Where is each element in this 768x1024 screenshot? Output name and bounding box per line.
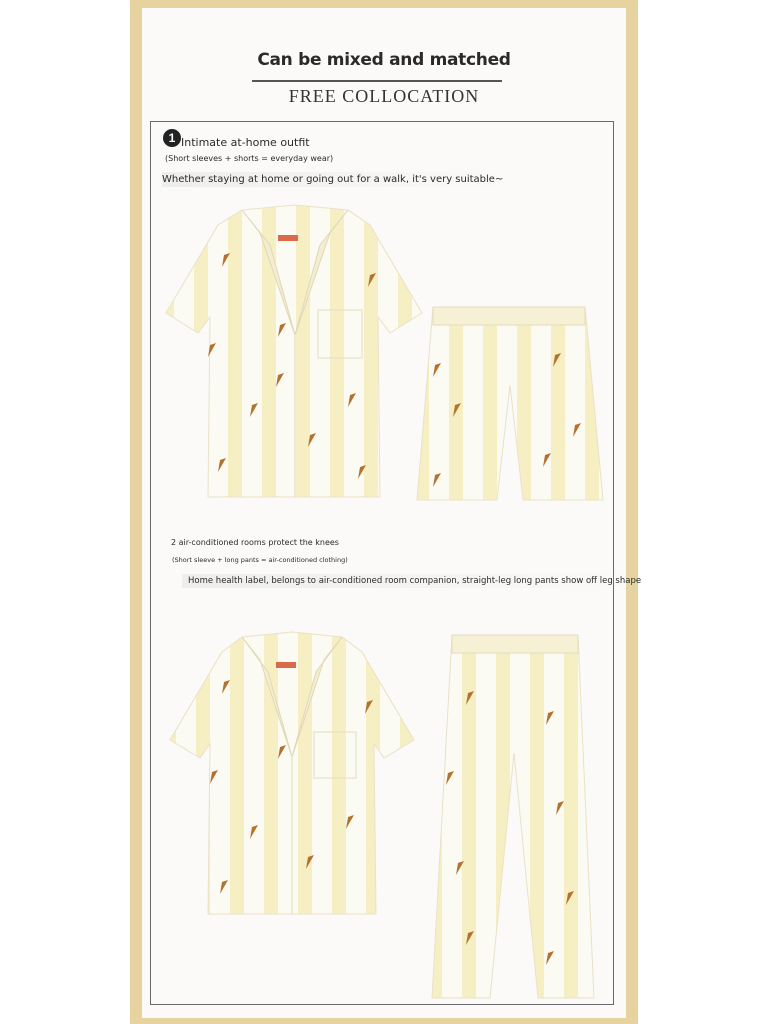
section-number-badge: 1 — [163, 129, 181, 147]
page-subtitle: FREE COLLOCATION — [288, 86, 480, 106]
section-2-description: Home health label, belongs to air-conditioned room companion, straight-leg long pants show off leg shape — [182, 574, 655, 588]
pajama-shirt-image-2 — [162, 632, 422, 917]
pajama-shirt-image — [160, 205, 430, 505]
pajama-shorts-image — [415, 305, 605, 505]
pajama-pants-image — [428, 633, 598, 1003]
section-1-subtitle: (Short sleeves + shorts = everyday wear) — [165, 154, 334, 163]
title-divider — [252, 80, 502, 82]
page-title: Can be mixed and matched — [257, 50, 511, 70]
section-2-title: 2 air-conditioned rooms protect the knees — [171, 538, 339, 547]
section-1-title: Intimate at-home outfit — [181, 136, 310, 149]
section-1-description: Whether staying at home or going out for a walk, it's very suitable~ — [162, 172, 517, 187]
section-2-subtitle: (Short sleeve + long pants = air-conditioned clothing) — [172, 556, 348, 564]
